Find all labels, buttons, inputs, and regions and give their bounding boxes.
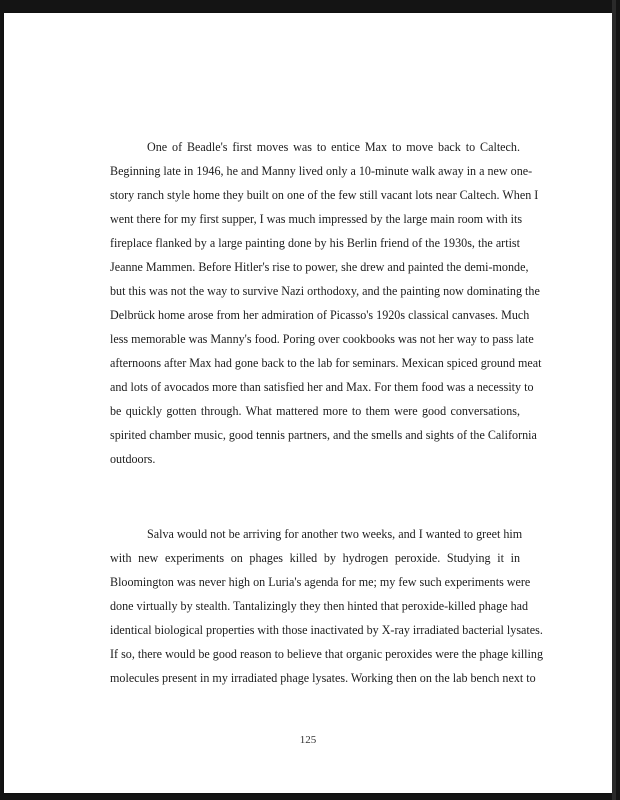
text-line: story ranch style home they built on one of the few still vacant lots near Caltech. When I (110, 188, 539, 202)
text-line: Bloomington was never high on Luria's agenda for me; my few such experiments were (110, 575, 531, 589)
text-line: Delbrück home arose from her admiration of Picasso's 1920s classical canvases. Much (110, 308, 530, 322)
text-line: and lots of avocados more than satisfied her and Max. For them food was a necessity to (110, 380, 534, 394)
text-line: but this was not the way to survive Nazi orthodoxy, and the painting now dominating the (110, 284, 540, 298)
text-line: Beginning late in 1946, he and Manny lived only a 10-minute walk away in a new one- (110, 164, 533, 178)
text-line: Salva would not be arriving for another two weeks, and I wanted to greet him (147, 527, 523, 541)
paragraph-1 (110, 135, 542, 471)
paragraph-2 (110, 522, 544, 690)
text-line: identical biological properties with those inactivated by X-ray irradiated bacterial lysates. (110, 623, 543, 637)
text-line: be quickly gotten through. What mattered more to them were good conversations, (110, 404, 520, 418)
text-line: spirited chamber music, good tennis partners, and the smells and sights of the California (110, 428, 537, 442)
text-line: If so, there would be good reason to believe that organic peroxides were the phage killing (110, 647, 544, 661)
text-line: outdoors. (110, 452, 156, 466)
text-line: One of Beadle's first moves was to entice Max to move back to Caltech. (147, 140, 520, 154)
text-line: with new experiments on phages killed by hydrogen peroxide. Studying it in (110, 551, 520, 565)
text-line: fireplace flanked by a large painting done by his Berlin friend of the 1930s, the artist (110, 236, 520, 250)
text-line: less memorable was Manny's food. Poring over cookbooks was not her way to pass late (110, 332, 534, 346)
text-line: molecules present in my irradiated phage lysates. Working then on the lab bench next to (110, 671, 536, 685)
scan-edge (612, 0, 616, 800)
paper-sheet (4, 13, 612, 793)
page-number: 125 (299, 734, 317, 746)
text-line: Jeanne Mammen. Before Hitler's rise to power, she drew and painted the demi-monde, (110, 260, 529, 274)
text-line: afternoons after Max had gone back to the lab for seminars. Mexican spiced ground meat (110, 356, 542, 370)
text-line: went there for my first supper, I was much impressed by the large main room with its (110, 212, 523, 226)
text-line: done virtually by stealth. Tantalizingly they then hinted that peroxide-killed phage had (110, 599, 529, 613)
